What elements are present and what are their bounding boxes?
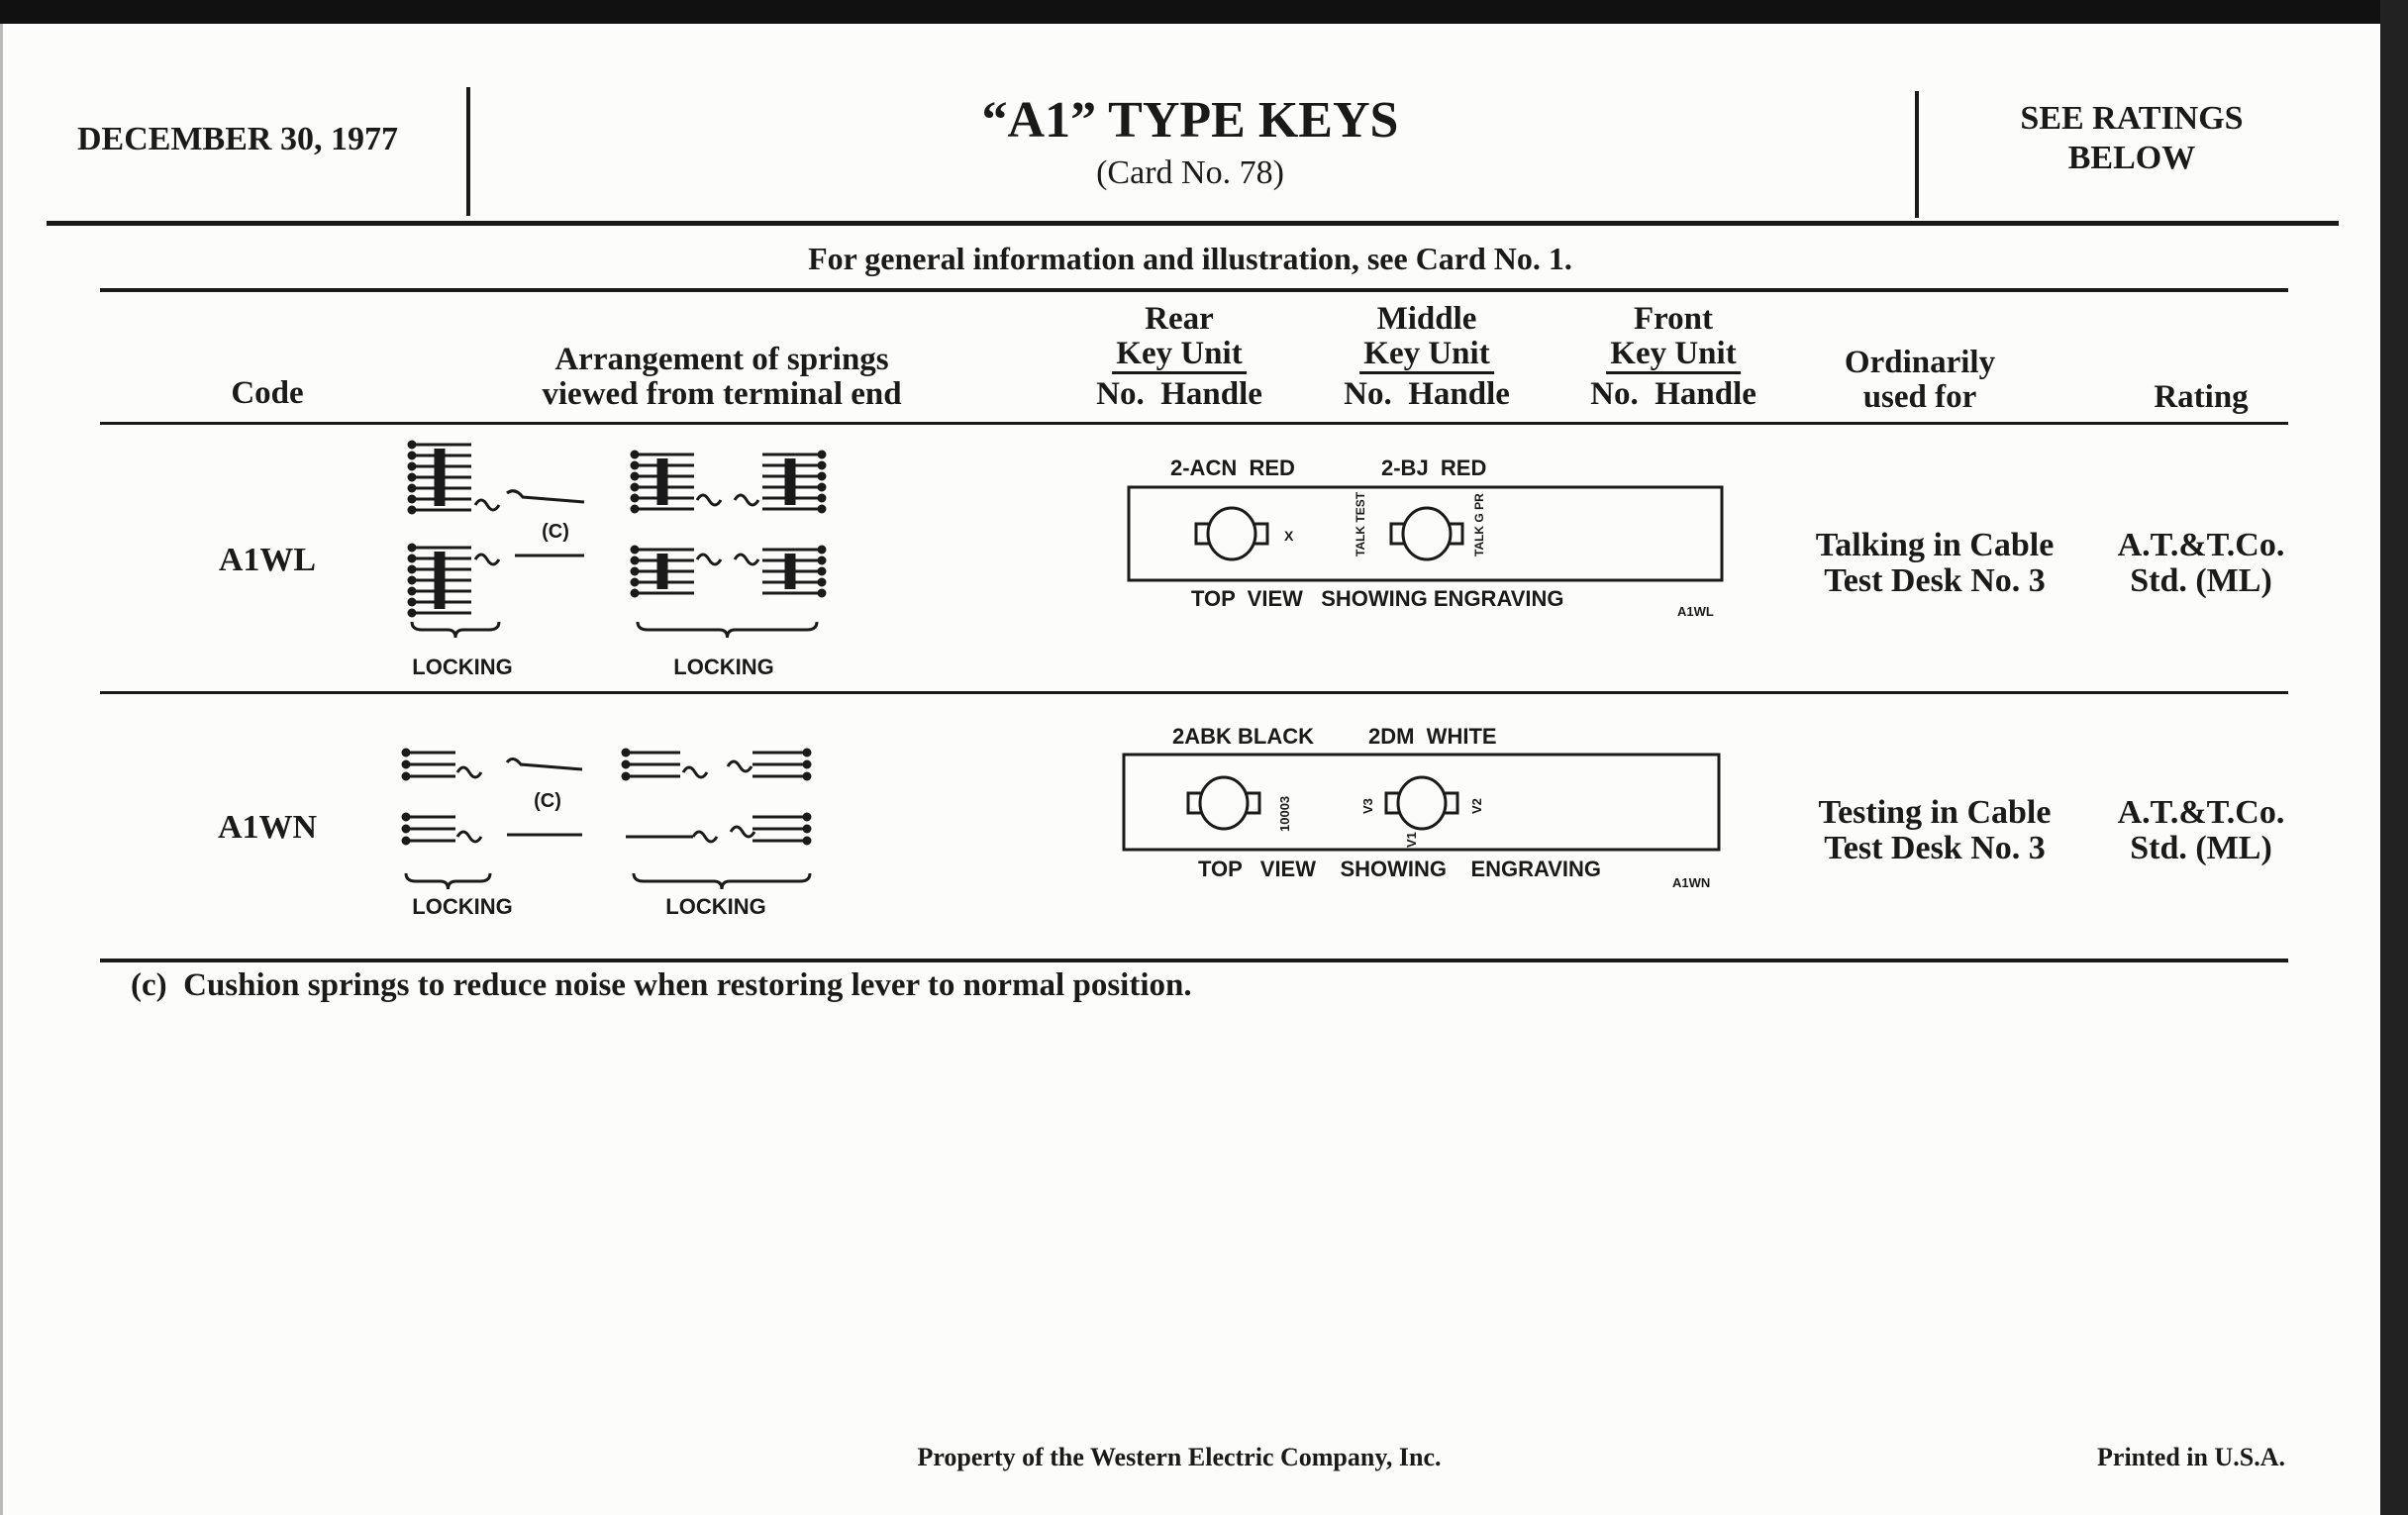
spring-terminal — [819, 484, 825, 490]
spring-terminal — [804, 750, 810, 756]
spring-terminal — [409, 485, 415, 491]
row1-rating-line1: A.T.&T.Co. — [2117, 527, 2285, 563]
spring-terminal — [804, 814, 810, 820]
locking-bracket — [406, 873, 490, 889]
cushion-spring — [457, 767, 481, 777]
footnote: (c) Cushion springs to reduce noise when restoring lever to normal position. — [131, 967, 1192, 1003]
col-used-line2: used for — [1862, 379, 1977, 415]
spring-pileup-bar — [436, 554, 444, 608]
spring-terminal — [409, 556, 415, 561]
spring-terminal — [632, 484, 638, 490]
row1-key1-handle-icon — [1196, 508, 1267, 559]
row2-locking-right: LOCKING — [665, 894, 766, 919]
row1-rating-line2: Std. (ML) — [2130, 562, 2272, 599]
spring-terminal — [819, 579, 825, 585]
row1-used-line1: Talking in Cable — [1815, 527, 2055, 563]
col-arrangement-line1: Arrangement of springs — [554, 342, 889, 377]
spring-terminal — [819, 506, 825, 512]
cushion-spring — [731, 827, 754, 837]
spring-terminal — [403, 761, 409, 767]
row1-cushion-label: (C) — [542, 521, 569, 543]
row2-used-line2: Test Desk No. 3 — [1824, 830, 2046, 866]
cushion-spring — [735, 495, 758, 505]
col-rating: Rating — [2154, 379, 2249, 415]
spring-terminal — [409, 545, 415, 551]
spring-terminal — [804, 773, 810, 779]
spring-terminal — [632, 452, 638, 457]
spring-terminal — [409, 453, 415, 458]
row1-key-plate — [1129, 455, 1722, 619]
spring-terminal — [632, 473, 638, 479]
row2-key2-handle-icon — [1386, 777, 1457, 829]
row1-key1-label: 2-ACN RED — [1170, 455, 1295, 480]
row1-locking-left: LOCKING — [412, 655, 513, 679]
card-number: (Card No. 78) — [1096, 154, 1284, 191]
col-rear-line2: Key Unit — [1112, 336, 1246, 374]
row1-key2-handle-icon — [1391, 508, 1462, 559]
col-rear-line3: No. Handle — [1096, 376, 1262, 412]
col-rear-line1: Rear — [1145, 301, 1214, 337]
row2-key1-engraving: 10003 — [1277, 795, 1292, 832]
spring-terminal — [819, 547, 825, 553]
row1-key2-engraving-left: TALK TEST — [1354, 491, 1367, 556]
row2-figure-id: A1WN — [1672, 875, 1711, 890]
spring-terminal — [409, 577, 415, 583]
row2-cushion-label: (C) — [534, 790, 561, 812]
spring-terminal — [623, 750, 629, 756]
general-note: For general information and illustration, see Card No. 1. — [808, 241, 1572, 276]
footer-property: Property of the Western Electric Company, Inc. — [917, 1443, 1442, 1471]
spring-terminal — [819, 452, 825, 457]
spring-terminal — [403, 773, 409, 779]
spring-terminal — [403, 750, 409, 756]
col-middle-line3: No. Handle — [1344, 376, 1510, 412]
spring-terminal — [632, 557, 638, 563]
spring-terminal — [819, 590, 825, 596]
spring-terminal — [409, 463, 415, 469]
spring-terminal — [409, 610, 415, 616]
cushion-spring — [697, 555, 721, 564]
row2-key1-handle-icon — [1188, 777, 1259, 829]
cushion-spring — [475, 555, 499, 564]
row2-code: A1WN — [217, 809, 318, 846]
cushion-spring — [475, 500, 499, 510]
card-title: “A1” TYPE KEYS — [981, 92, 1399, 149]
col-arrangement-line2: viewed from terminal end — [542, 376, 902, 412]
cushion-spring — [507, 491, 584, 502]
card-date: DECEMBER 30, 1977 — [77, 121, 398, 157]
spring-terminal — [804, 826, 810, 832]
spring-terminal — [409, 588, 415, 594]
row2-view-caption: TOP VIEW SHOWING ENGRAVING — [1198, 857, 1602, 881]
spring-terminal — [403, 826, 409, 832]
cushion-spring — [728, 761, 752, 771]
row2-key1-label: 2ABK BLACK — [1172, 724, 1314, 749]
spring-terminal — [819, 462, 825, 468]
col-used-line1: Ordinarily — [1844, 345, 1996, 380]
cushion-spring — [683, 767, 707, 777]
row1-figure-id: A1WL — [1677, 604, 1714, 619]
row2-locking-left: LOCKING — [412, 894, 513, 919]
spring-terminal — [632, 506, 638, 512]
spring-terminal — [819, 495, 825, 501]
row1-used-line2: Test Desk No. 3 — [1824, 562, 2046, 599]
ratings-note-line1: SEE RATINGS — [2020, 100, 2244, 137]
spring-terminal — [409, 442, 415, 448]
row2-rating-line2: Std. (ML) — [2130, 830, 2272, 866]
row1-code: A1WL — [218, 542, 317, 578]
col-middle-line1: Middle — [1376, 301, 1477, 337]
spring-terminal — [403, 814, 409, 820]
locking-bracket — [412, 622, 499, 638]
row2-key2-engraving-bottom: V1 — [1404, 832, 1419, 848]
row1-key1-engraving: X — [1284, 528, 1294, 544]
row2-rating-line1: A.T.&T.Co. — [2117, 794, 2285, 831]
spring-terminal — [403, 838, 409, 844]
col-code: Code — [231, 375, 304, 411]
locking-bracket — [634, 873, 810, 889]
spring-pileup-bar — [786, 556, 794, 588]
spring-terminal — [819, 568, 825, 574]
ratings-note-line2: BELOW — [2067, 140, 2196, 176]
spring-terminal — [409, 496, 415, 502]
locking-bracket — [638, 622, 817, 638]
spring-terminal — [819, 557, 825, 563]
spring-terminal — [632, 568, 638, 574]
spring-terminal — [632, 462, 638, 468]
row2-key-plate — [1124, 724, 1719, 890]
spring-terminal — [804, 761, 810, 767]
spring-terminal — [623, 761, 629, 767]
row2-key2-label: 2DM WHITE — [1368, 724, 1497, 749]
cushion-spring — [735, 555, 758, 564]
spring-terminal — [819, 473, 825, 479]
cushion-spring — [697, 495, 721, 505]
spring-pileup-bar — [436, 451, 444, 505]
spring-pileup-bar — [658, 460, 666, 504]
col-middle-line2: Key Unit — [1359, 336, 1493, 374]
spring-terminal — [409, 507, 415, 513]
spring-pileup-bar — [786, 460, 794, 504]
row2-key2-engraving-left: V3 — [1360, 798, 1375, 814]
cushion-spring — [507, 758, 582, 769]
col-front-line3: No. Handle — [1590, 376, 1756, 412]
row1-locking-right: LOCKING — [673, 655, 774, 679]
spring-terminal — [632, 547, 638, 553]
spring-terminal — [409, 599, 415, 605]
row2-key2-engraving-right: V2 — [1469, 798, 1484, 814]
row2-used-line1: Testing in Cable — [1818, 794, 2052, 831]
spring-terminal — [623, 773, 629, 779]
spring-terminal — [409, 566, 415, 572]
spring-terminal — [632, 495, 638, 501]
footer-printed: Printed in U.S.A. — [2097, 1443, 2285, 1471]
cushion-spring — [457, 832, 481, 842]
spring-terminal — [632, 590, 638, 596]
row1-key2-engraving-right: TALK G PR — [1472, 493, 1486, 556]
spring-terminal — [804, 838, 810, 844]
spring-pileup-bar — [658, 556, 666, 588]
row1-key2-label: 2-BJ RED — [1381, 455, 1487, 480]
col-front-line2: Key Unit — [1606, 336, 1740, 374]
spring-terminal — [632, 579, 638, 585]
spring-terminal — [409, 474, 415, 480]
row1-view-caption: TOP VIEW SHOWING ENGRAVING — [1191, 586, 1564, 611]
cushion-spring — [693, 832, 717, 842]
col-front-line1: Front — [1633, 301, 1714, 337]
